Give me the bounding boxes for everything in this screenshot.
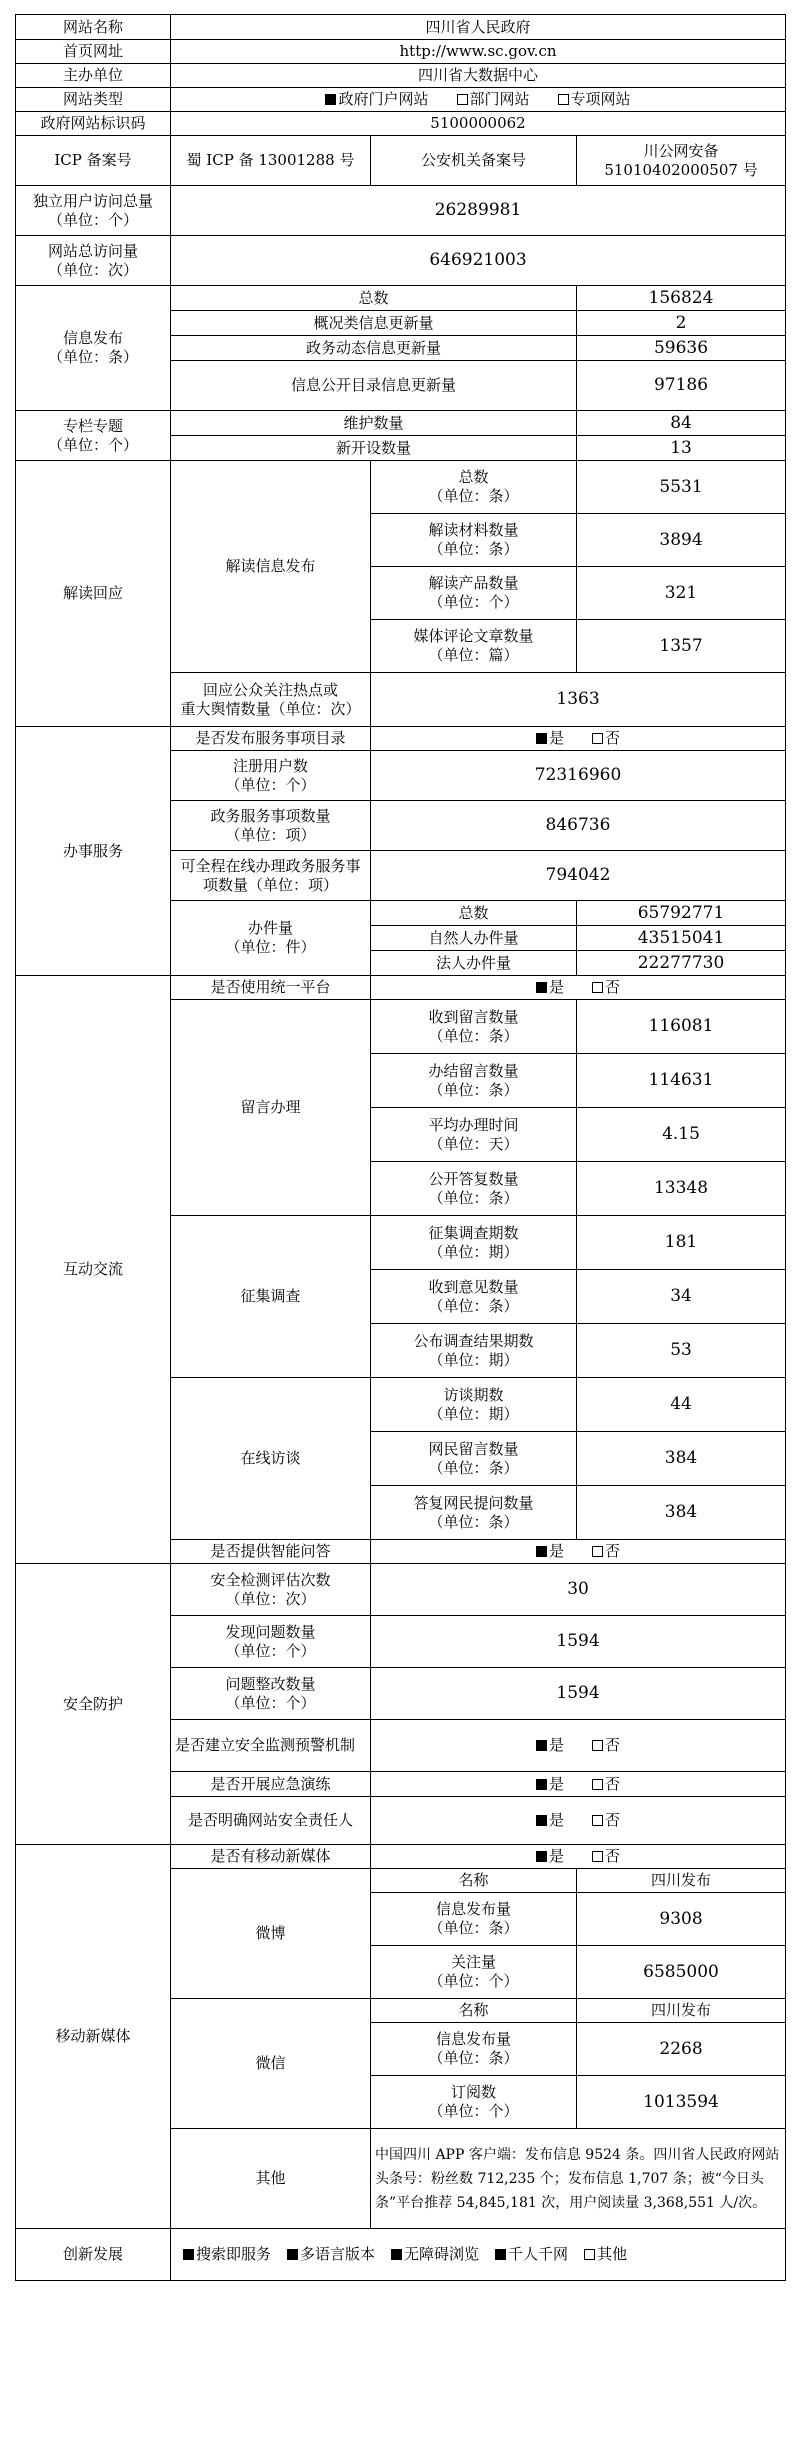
checkbox-option-label: 政府门户网站: [338, 90, 429, 108]
icp-label: ICP 备案号: [16, 136, 171, 186]
checked-box-icon: [183, 2249, 194, 2260]
interaction-row-value: 116081: [577, 1000, 786, 1054]
unchecked-box-icon: [592, 1815, 603, 1826]
unchecked-box-icon: [592, 1546, 603, 1557]
checkbox-option-label: 否: [605, 1811, 621, 1829]
checkbox-option: [558, 90, 631, 109]
checkbox-option-label: 是: [548, 978, 564, 996]
checked-box-icon: [536, 982, 547, 993]
info-row-value: 2: [577, 311, 786, 336]
security-row-value: 1594: [371, 1668, 786, 1720]
security-check-options: [371, 1797, 786, 1845]
interpret-row-value: 321: [577, 567, 786, 620]
security-row-value: 1594: [371, 1616, 786, 1668]
wechat-name-value: 四川发布: [577, 1999, 786, 2023]
unchecked-box-icon: [592, 1740, 603, 1751]
homepage-value: http://www.sc.gov.cn: [171, 40, 786, 64]
checkbox-option-label: 是: [548, 1542, 564, 1560]
response-label: 回应公众关注热点或 重大舆情数量（单位：次）: [171, 673, 371, 727]
checkbox-option-label: 无障碍浏览: [404, 2245, 480, 2263]
interaction-row-label: 公布调查结果期数 （单位：期）: [371, 1324, 577, 1378]
interaction-row-value: 384: [577, 1432, 786, 1486]
interaction-row-label: 征集调查期数 （单位：期）: [371, 1216, 577, 1270]
interaction-row-value: 4.15: [577, 1108, 786, 1162]
security-check-label: 是否建立安全监测预警机制: [171, 1720, 371, 1772]
interaction-row-label: 平均办理时间 （单位：天）: [371, 1108, 577, 1162]
security-label: 安全防护: [16, 1564, 171, 1845]
security-row-label: 安全检测评估次数 （单位：次）: [171, 1564, 371, 1616]
info-row-label: 信息公开目录信息更新量: [171, 361, 577, 411]
cases-row-value: 43515041: [577, 926, 786, 951]
checked-box-icon: [536, 1546, 547, 1557]
checkbox-option: [391, 2245, 479, 2264]
checkbox-option-label: 否: [605, 1847, 621, 1865]
checkbox-option-label: 是: [548, 729, 564, 747]
checkbox-option: [536, 1847, 564, 1866]
unchecked-box-icon: [457, 94, 468, 105]
info-publish-label: 信息发布 （单位：条）: [16, 286, 171, 411]
interaction-row-label: 访谈期数 （单位：期）: [371, 1378, 577, 1432]
police-label: 公安机关备案号: [371, 136, 577, 186]
unique-visitors-value: 26289981: [171, 186, 786, 236]
topics-row-label: 维护数量: [171, 411, 577, 436]
interaction-label: 互动交流: [16, 976, 171, 1564]
checkbox-option-label: 千人千网: [508, 2245, 569, 2263]
cases-row-label: 自然人办件量: [371, 926, 577, 951]
interpret-sub-label: 解读信息发布: [171, 461, 371, 673]
website-report-table: [15, 14, 786, 2281]
info-row-value: 97186: [577, 361, 786, 411]
unchecked-box-icon: [558, 94, 569, 105]
mobile-has-options: [371, 1845, 786, 1869]
security-row-label: 问题整改数量 （单位：个）: [171, 1668, 371, 1720]
checkbox-option: [592, 1811, 620, 1830]
checkbox-option: [536, 1775, 564, 1794]
other-label: 其他: [171, 2129, 371, 2229]
interaction-row-value: 114631: [577, 1054, 786, 1108]
services-row-value: 72316960: [371, 751, 786, 801]
info-row-value: 156824: [577, 286, 786, 311]
info-row-label: 政务动态信息更新量: [171, 336, 577, 361]
topics-row-label: 新开设数量: [171, 436, 577, 461]
unchecked-box-icon: [592, 982, 603, 993]
interpret-row-label: 媒体评论文章数量 （单位：篇）: [371, 620, 577, 673]
interpret-row-label: 解读产品数量 （单位：个）: [371, 567, 577, 620]
checked-box-icon: [536, 1740, 547, 1751]
cases-label: 办件量 （单位：件）: [171, 901, 371, 976]
checkbox-option: [592, 978, 620, 997]
info-row-label: 概况类信息更新量: [171, 311, 577, 336]
page-views-value: 646921003: [171, 236, 786, 286]
survey-group-label: 征集调查: [171, 1216, 371, 1378]
cases-row-label: 法人办件量: [371, 951, 577, 976]
unique-visitors-label: 独立用户访问总量 （单位：个）: [16, 186, 171, 236]
topics-row-value: 84: [577, 411, 786, 436]
interaction-row-value: 181: [577, 1216, 786, 1270]
unchecked-box-icon: [592, 733, 603, 744]
site-code-label: 政府网站标识码: [16, 112, 171, 136]
sponsor-value: 四川省大数据中心: [171, 64, 786, 88]
weibo-row-label: 信息发布量 （单位：条）: [371, 1893, 577, 1946]
site-name-value: 四川省人民政府: [171, 15, 786, 40]
services-row-label: 可全程在线办理政务服务事项数量（单位：项）: [171, 851, 371, 901]
checkbox-option: [536, 729, 564, 748]
interpret-row-value: 3894: [577, 514, 786, 567]
homepage-label: 首页网址: [16, 40, 171, 64]
checkbox-option: [536, 1736, 564, 1755]
site-code-value: 5100000062: [171, 112, 786, 136]
wechat-row-label: 信息发布量 （单位：条）: [371, 2023, 577, 2076]
interaction-row-label: 办结留言数量 （单位：条）: [371, 1054, 577, 1108]
wechat-row-label: 订阅数 （单位：个）: [371, 2076, 577, 2129]
interaction-row-value: 384: [577, 1486, 786, 1540]
interaction-row-label: 答复网民提问数量 （单位：条）: [371, 1486, 577, 1540]
weibo-name-label: 名称: [371, 1869, 577, 1893]
checkbox-option: [325, 90, 428, 109]
security-check-options: [371, 1720, 786, 1772]
platform-options: [371, 976, 786, 1000]
checkbox-option-label: 否: [605, 729, 621, 747]
checkbox-option: [592, 1542, 620, 1561]
checked-box-icon: [536, 1815, 547, 1826]
info-row-label: 总数: [171, 286, 577, 311]
services-row-value: 846736: [371, 801, 786, 851]
checkbox-option: [183, 2245, 271, 2264]
checkbox-option-label: 否: [605, 1774, 621, 1793]
unchecked-box-icon: [592, 1779, 603, 1790]
interview-group-label: 在线访谈: [171, 1378, 371, 1540]
platform-label: 是否使用统一平台: [171, 976, 371, 1000]
interaction-row-label: 公开答复数量 （单位：条）: [371, 1162, 577, 1216]
checked-box-icon: [536, 1779, 547, 1790]
checkbox-option: [592, 1847, 620, 1866]
catalog-label: 是否发布服务事项目录: [171, 727, 371, 751]
wechat-label: 微信: [171, 1999, 371, 2129]
interpret-row-label: 解读材料数量 （单位：条）: [371, 514, 577, 567]
checkbox-option-label: 否: [605, 978, 621, 996]
cases-row-label: 总数: [371, 901, 577, 926]
police-value-line1: 川公网安备: [643, 141, 719, 160]
page-views-label: 网站总访问量 （单位：次）: [16, 236, 171, 286]
checkbox-option: [457, 90, 530, 109]
security-row-value: 30: [371, 1564, 786, 1616]
checkbox-option: [495, 2245, 568, 2264]
checkbox-option: [592, 1775, 620, 1794]
wechat-name-label: 名称: [371, 1999, 577, 2023]
interaction-row-label: 网民留言数量 （单位：条）: [371, 1432, 577, 1486]
services-row-label: 政务服务事项数量 （单位：项）: [171, 801, 371, 851]
unchecked-box-icon: [584, 2249, 595, 2260]
checked-box-icon: [325, 94, 336, 105]
checkbox-option: [584, 2245, 627, 2264]
unchecked-box-icon: [592, 1851, 603, 1862]
checked-box-icon: [287, 2249, 298, 2260]
wechat-row-value: 1013594: [577, 2076, 786, 2129]
checkbox-option-label: 其他: [597, 2245, 628, 2263]
weibo-label: 微博: [171, 1869, 371, 1999]
interaction-row-value: 34: [577, 1270, 786, 1324]
innovation-label: 创新发展: [16, 2229, 171, 2281]
site-type-options: [171, 88, 786, 112]
interpret-row-value: 5531: [577, 461, 786, 514]
checkbox-option-label: 专项网站: [570, 90, 631, 108]
mobile-has-label: 是否有移动新媒体: [171, 1845, 371, 1869]
checkbox-option: [536, 1542, 564, 1561]
weibo-row-label: 关注量 （单位：个）: [371, 1946, 577, 1999]
security-check-options: [371, 1772, 786, 1797]
smart-qa-label: 是否提供智能问答: [171, 1540, 371, 1564]
checkbox-option: [592, 1736, 620, 1755]
smart-qa-options: [371, 1540, 786, 1564]
checkbox-option-label: 是: [548, 1811, 564, 1829]
checked-box-icon: [495, 2249, 506, 2260]
checkbox-option-label: 否: [605, 1542, 621, 1560]
info-row-value: 59636: [577, 336, 786, 361]
topics-label: 专栏专题 （单位：个）: [16, 411, 171, 461]
icp-value: 蜀 ICP 备 13001288 号: [171, 136, 371, 186]
cases-row-value: 22277730: [577, 951, 786, 976]
police-value-line2: 51010402000507 号: [604, 160, 758, 179]
interaction-row-label: 收到意见数量 （单位：条）: [371, 1270, 577, 1324]
interpret-row-value: 1357: [577, 620, 786, 673]
checkbox-option-label: 搜索即服务: [196, 2245, 272, 2263]
site-type-label: 网站类型: [16, 88, 171, 112]
mobile-label: 移动新媒体: [16, 1845, 171, 2229]
security-check-label: 是否开展应急演练: [171, 1772, 371, 1797]
checkbox-option: [592, 729, 620, 748]
other-text: 中国四川 APP 客户端：发布信息 9524 条。四川省人民政府网站头条号：粉丝数 712,235 个；发布信息 1,707 条；被“今日头条”平台推荐 54,845,181 次，用户阅读量 3,368,551 人/次。: [371, 2129, 786, 2229]
police-value: [577, 136, 786, 186]
innovation-options: [171, 2229, 786, 2281]
checkbox-option-label: 是: [548, 1774, 564, 1793]
checkbox-option: [287, 2245, 375, 2264]
checkbox-option-label: 部门网站: [469, 90, 530, 108]
catalog-options: [371, 727, 786, 751]
interaction-row-value: 13348: [577, 1162, 786, 1216]
cases-row-value: 65792771: [577, 901, 786, 926]
security-check-label: 是否明确网站安全责任人: [171, 1797, 371, 1845]
interaction-row-label: 收到留言数量 （单位：条）: [371, 1000, 577, 1054]
checkbox-option-label: 否: [605, 1736, 621, 1754]
checkbox-option-label: 多语言版本: [300, 2245, 376, 2263]
weibo-row-value: 9308: [577, 1893, 786, 1946]
checked-box-icon: [536, 733, 547, 744]
checkbox-option: [536, 1811, 564, 1830]
checkbox-option: [536, 978, 564, 997]
wechat-row-value: 2268: [577, 2023, 786, 2076]
services-row-value: 794042: [371, 851, 786, 901]
interaction-row-value: 53: [577, 1324, 786, 1378]
services-row-label: 注册用户数 （单位：个）: [171, 751, 371, 801]
sponsor-label: 主办单位: [16, 64, 171, 88]
security-row-label: 发现问题数量 （单位：个）: [171, 1616, 371, 1668]
checkbox-option-label: 是: [548, 1736, 564, 1754]
weibo-name-value: 四川发布: [577, 1869, 786, 1893]
checked-box-icon: [536, 1851, 547, 1862]
weibo-row-value: 6585000: [577, 1946, 786, 1999]
response-value: 1363: [371, 673, 786, 727]
topics-row-value: 13: [577, 436, 786, 461]
site-name-label: 网站名称: [16, 15, 171, 40]
message-group-label: 留言办理: [171, 1000, 371, 1216]
checkbox-option-label: 是: [548, 1847, 564, 1865]
interpret-label: 解读回应: [16, 461, 171, 727]
interaction-row-value: 44: [577, 1378, 786, 1432]
services-label: 办事服务: [16, 727, 171, 976]
checked-box-icon: [391, 2249, 402, 2260]
interpret-row-label: 总数 （单位：条）: [371, 461, 577, 514]
